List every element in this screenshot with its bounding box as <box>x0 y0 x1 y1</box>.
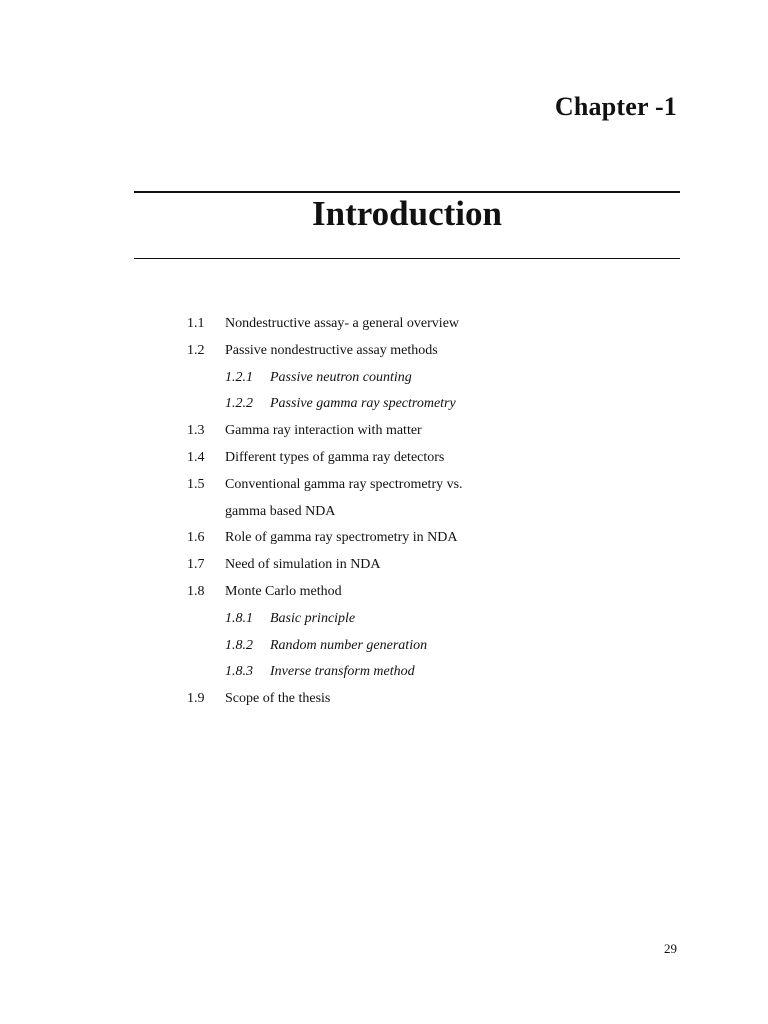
toc-entry-number: 1.3 <box>187 423 205 439</box>
toc-subentry <box>187 365 667 392</box>
toc-entry-text: Scope of the thesis <box>225 691 331 707</box>
toc-subentry <box>187 633 667 660</box>
toc-entry <box>187 418 667 445</box>
toc-entry-text: Random number generation <box>270 637 428 653</box>
toc-subentry <box>187 391 667 418</box>
toc-entry <box>187 338 667 365</box>
toc-entry-number: 1.6 <box>187 530 205 546</box>
toc-entry-text: Monte Carlo method <box>225 583 342 599</box>
toc-entry-number: 1.8.2 <box>225 637 253 653</box>
toc-entry-number: 1.4 <box>187 449 205 465</box>
toc-entry-text: Basic principle <box>270 610 356 626</box>
toc-entry-number: 1.8.1 <box>225 610 253 626</box>
toc-entry-text: Passive neutron counting <box>270 369 412 385</box>
toc-entry-text: Conventional gamma ray spectrometry vs. <box>225 476 463 492</box>
toc-entry-text: Passive nondestructive assay methods <box>225 342 438 358</box>
toc-entry <box>187 579 667 606</box>
page-number: 29 <box>664 941 677 956</box>
toc-entry <box>187 525 667 552</box>
toc-entry-text: Gamma ray interaction with matter <box>225 423 422 439</box>
toc-entry-number: 1.2 <box>187 342 205 358</box>
title-top-rule <box>134 191 680 193</box>
toc-subentry <box>187 606 667 633</box>
toc-entry-number: 1.7 <box>187 557 205 573</box>
toc-entry <box>187 552 667 579</box>
title-bottom-rule <box>134 258 680 259</box>
toc-subentry <box>187 659 667 686</box>
toc-entry <box>187 445 667 472</box>
toc-entry-text: gamma based NDA <box>225 503 336 519</box>
toc-entry-text: Need of simulation in NDA <box>225 557 381 573</box>
toc-entry <box>187 472 667 499</box>
toc-entry-text: Nondestructive assay- a general overview <box>225 316 460 331</box>
toc-entry-text: Different types of gamma ray detectors <box>225 449 445 465</box>
toc-entry <box>187 686 667 713</box>
chapter-label: Chapter -1 <box>554 92 677 121</box>
toc-entry-text: Passive gamma ray spectrometry <box>270 396 456 412</box>
toc-entry-text: Inverse transform method <box>270 664 415 680</box>
chapter-title: Introduction <box>312 194 502 233</box>
toc-entry-number: 1.5 <box>187 476 205 492</box>
toc-entry-text: Role of gamma ray spectrometry in NDA <box>225 530 458 546</box>
toc-entry-number: 1.8.3 <box>225 664 253 680</box>
table-of-contents <box>187 311 667 713</box>
toc-entry-number: 1.1 <box>187 316 205 331</box>
toc-entry-number: 1.2.2 <box>225 396 253 412</box>
toc-entry-number: 1.9 <box>187 691 205 707</box>
toc-entry-number: 1.8 <box>187 583 205 599</box>
toc-entry-number: 1.2.1 <box>225 369 253 385</box>
toc-entry <box>187 311 667 338</box>
toc-entry-continuation <box>187 499 667 526</box>
